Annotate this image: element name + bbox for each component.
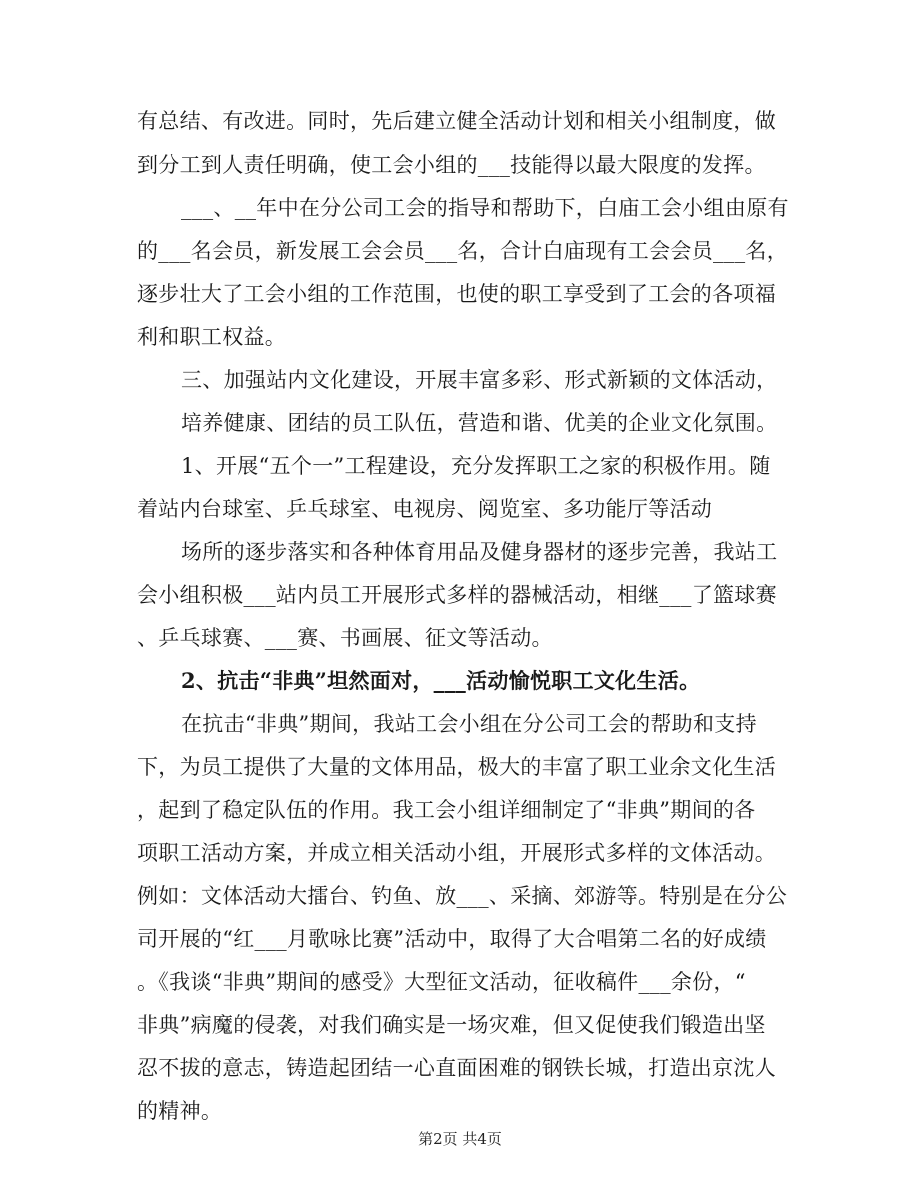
text-line: 会小组积极___站内员工开展形式多样的器械活动，相继___了篮球赛: [137, 583, 777, 607]
text-line: 。《我谈“非典”期间的感受》大型征文活动，征收稿件___余份，“: [137, 970, 746, 994]
text-line: 、乒乓球赛、___赛、书画展、征文等活动。: [137, 626, 553, 650]
text-line: 利和职工权益。: [137, 325, 287, 349]
text-line: ___、__年中在分公司工会的指导和帮助下，白庙工会小组由原有: [181, 196, 789, 220]
text-line: 逐步壮大了工会小组的工作范围，也使的职工享受到了工会的各项福: [137, 282, 776, 306]
text-line: 到分工到人责任明确，使工会小组的___技能得以最大限度的发挥。: [137, 153, 766, 177]
text-line: 的精神。: [137, 1099, 223, 1123]
text-line: 的___名会员，新发展工会会员___名，合计白庙现有工会会员___名，: [137, 239, 788, 263]
text-line: 例如：文体活动大擂台、钓鱼、放___、采摘、郊游等。特别是在分公: [137, 884, 788, 908]
text-line: 在抗击“非典”期间，我站工会小组在分公司工会的帮助和支持: [181, 712, 757, 736]
text-line: 忍不拔的意志，铸造起团结一心直面困难的钢铁长城，打造出京沈人: [137, 1056, 776, 1080]
text-line: 非典”病魔的侵袭，对我们确实是一场灾难，但又促使我们锻造出坚: [137, 1013, 766, 1037]
subsection-heading: 2、抗击“非典”坦然面对，___活动愉悦职工文化生活。: [181, 668, 701, 693]
text-line: 着站内台球室、乒乓球室、电视房、阅览室、多功能厅等活动: [137, 497, 713, 521]
section-heading: 三、加强站内文化建设，开展丰富多彩、形式新颖的文体活动，: [181, 368, 778, 392]
text-line: 项职工活动方案，并成立相关活动小组，开展形式多样的文体活动。: [137, 841, 776, 865]
text-line: 场所的逐步落实和各种体育用品及健身器材的逐步完善，我站工: [181, 540, 778, 564]
section-heading: 培养健康、团结的员工队伍，营造和谐、优美的企业文化氛围。: [181, 411, 778, 435]
text-line: 1、开展“五个一”工程建设，充分发挥职工之家的积极作用。随: [181, 454, 771, 478]
text-line: ，起到了稳定队伍的作用。我工会小组详细制定了“非典”期间的各: [137, 798, 756, 822]
page-number: 第2页 共4页: [418, 1130, 502, 1148]
text-line: 司开展的“红___月歌咏比赛”活动中，取得了大合唱第二名的好成绩: [137, 927, 767, 951]
text-line: 有总结、有改进。同时，先后建立健全活动计划和相关小组制度，做: [137, 109, 776, 133]
text-line: 下，为员工提供了大量的文体用品，极大的丰富了职工业余文化生活: [137, 755, 776, 779]
